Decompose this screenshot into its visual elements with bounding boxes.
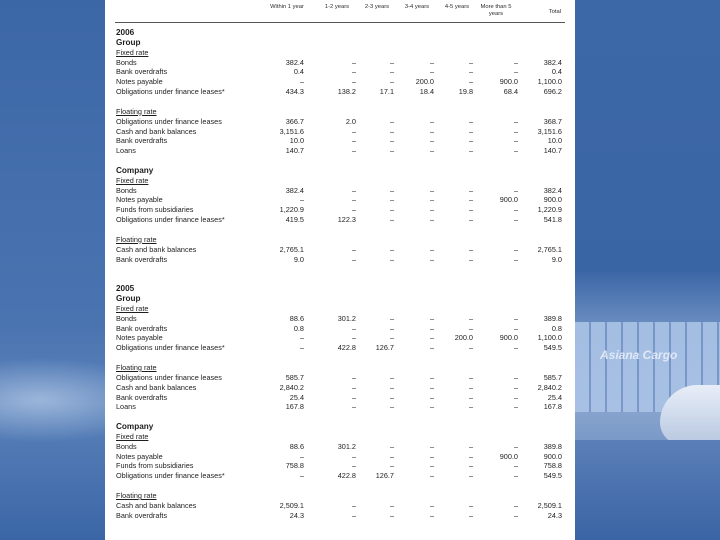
row-label: Bank overdrafts: [116, 136, 168, 146]
cell-total: 368.7: [543, 116, 562, 126]
cell-2-3-years: –: [389, 372, 394, 382]
cell-2-3-years: –: [389, 510, 394, 520]
cell-more-than-5-years: –: [513, 57, 518, 67]
cell-more-than-5-years: –: [513, 146, 518, 156]
cell-within-1-year: 366.7: [285, 116, 304, 126]
subsection-heading: [105, 304, 575, 314]
cell-2-3-years: –: [389, 116, 394, 126]
cell-within-1-year: –: [299, 333, 304, 343]
row-label: Bank overdrafts: [116, 323, 168, 333]
row-label: Bank overdrafts: [116, 254, 168, 264]
cell-total: 24.3: [547, 510, 562, 520]
cell-3-4-years: –: [429, 323, 434, 333]
row-label: Notes payable: [116, 333, 163, 343]
cell-4-5-years: –: [468, 510, 473, 520]
cell-within-1-year: 2,765.1: [279, 244, 304, 254]
cell-1-2-years: –: [351, 126, 356, 136]
section-heading-label: 2006: [116, 28, 135, 37]
cell-3-4-years: –: [429, 343, 434, 353]
cell-1-2-years: –: [351, 402, 356, 412]
header-4-5-years: 4-5 years: [444, 4, 470, 10]
subsection-heading: [105, 235, 575, 245]
cell-within-1-year: 10.0: [289, 136, 304, 146]
cell-4-5-years: –: [468, 313, 473, 323]
row-label: Notes payable: [116, 195, 163, 205]
cell-total: 900.0: [543, 451, 562, 461]
cell-1-2-years: –: [351, 77, 356, 87]
cell-1-2-years: 422.8: [337, 471, 356, 481]
cell-more-than-5-years: –: [513, 323, 518, 333]
cell-total: 2,509.1: [537, 500, 562, 510]
table-row: [105, 127, 575, 137]
cell-more-than-5-years: –: [513, 67, 518, 77]
cell-2-3-years: –: [389, 185, 394, 195]
cell-2-3-years: –: [389, 441, 394, 451]
cell-4-5-years: –: [468, 441, 473, 451]
cell-1-2-years: –: [351, 136, 356, 146]
header-within-1-year: Within 1 year: [270, 4, 304, 10]
cell-total: 9.0: [551, 254, 562, 264]
section-heading-label: Group: [116, 293, 141, 303]
row-label: Notes payable: [116, 77, 163, 87]
cell-4-5-years: –: [468, 461, 473, 471]
cell-4-5-years: –: [468, 185, 473, 195]
header-2-3-years: 2-3 years: [364, 4, 390, 10]
table-row: [105, 255, 575, 265]
table-row: [105, 215, 575, 225]
row-label: Obligations under finance leases: [116, 372, 222, 382]
section-heading: [105, 284, 575, 294]
cell-1-2-years: –: [351, 461, 356, 471]
subsection-heading: [105, 107, 575, 117]
section-heading: [105, 166, 575, 176]
table-row: [105, 146, 575, 156]
cell-within-1-year: 0.8: [293, 323, 304, 333]
cell-more-than-5-years: –: [513, 471, 518, 481]
row-label: Bank overdrafts: [116, 67, 168, 77]
row-label: Bank overdrafts: [116, 392, 168, 402]
cell-2-3-years: –: [389, 205, 394, 215]
cell-total: 140.7: [543, 146, 562, 156]
cell-1-2-years: –: [351, 333, 356, 343]
cell-total: 696.2: [543, 87, 562, 97]
cell-2-3-years: –: [389, 254, 394, 264]
cell-4-5-years: –: [468, 136, 473, 146]
cell-4-5-years: –: [468, 126, 473, 136]
cell-2-3-years: –: [389, 451, 394, 461]
row-label: Funds from subsidiaries: [116, 205, 194, 215]
cell-total: 0.8: [551, 323, 562, 333]
table-row: [105, 452, 575, 462]
cell-3-4-years: –: [429, 471, 434, 481]
cell-1-2-years: 138.2: [337, 87, 356, 97]
cell-within-1-year: 140.7: [285, 146, 304, 156]
cell-3-4-years: –: [429, 500, 434, 510]
table-row: [105, 195, 575, 205]
table-row: [105, 117, 575, 127]
row-label: Cash and bank balances: [116, 382, 197, 392]
row-label: Bonds: [116, 57, 137, 67]
header-1-2-years: 1-2 years: [324, 4, 350, 10]
table-row: [105, 393, 575, 403]
subsection-heading: [105, 432, 575, 442]
cell-2-3-years: –: [389, 195, 394, 205]
cell-3-4-years: –: [429, 402, 434, 412]
cell-total: 1,100.0: [537, 77, 562, 87]
cell-3-4-years: –: [429, 195, 434, 205]
cell-within-1-year: 9.0: [293, 254, 304, 264]
cell-3-4-years: –: [429, 244, 434, 254]
row-label: Cash and bank balances: [116, 500, 197, 510]
cell-within-1-year: –: [299, 195, 304, 205]
cell-3-4-years: –: [429, 57, 434, 67]
cell-within-1-year: 0.4: [293, 67, 304, 77]
cell-4-5-years: –: [468, 146, 473, 156]
section-heading: [105, 38, 575, 48]
background-cargo-sign: Asiana Cargo: [600, 348, 678, 362]
cell-2-3-years: –: [389, 244, 394, 254]
cell-more-than-5-years: –: [513, 116, 518, 126]
cell-3-4-years: –: [429, 146, 434, 156]
cell-1-2-years: 2.0: [345, 116, 356, 126]
cell-3-4-years: –: [429, 510, 434, 520]
cell-total: 3,151.6: [537, 126, 562, 136]
table-row: [105, 343, 575, 353]
cell-2-3-years: –: [389, 392, 394, 402]
cell-more-than-5-years: –: [513, 205, 518, 215]
cell-1-2-years: –: [351, 185, 356, 195]
cell-more-than-5-years: 900.0: [499, 195, 518, 205]
cell-1-2-years: –: [351, 323, 356, 333]
cell-within-1-year: 758.8: [285, 461, 304, 471]
section-heading: [105, 28, 575, 38]
cell-2-3-years: 126.7: [375, 471, 394, 481]
cell-1-2-years: –: [351, 451, 356, 461]
section-heading: [105, 422, 575, 432]
cell-within-1-year: –: [299, 77, 304, 87]
subsection-heading-label: Fixed rate: [116, 47, 149, 57]
cell-more-than-5-years: –: [513, 313, 518, 323]
cell-total: 389.8: [543, 441, 562, 451]
cell-more-than-5-years: –: [513, 372, 518, 382]
cell-1-2-years: –: [351, 372, 356, 382]
subsection-heading-label: Floating rate: [116, 106, 157, 116]
cell-more-than-5-years: 68.4: [503, 87, 518, 97]
subsection-heading-label: Fixed rate: [116, 431, 149, 441]
table-row: [105, 333, 575, 343]
cell-1-2-years: 301.2: [337, 441, 356, 451]
cell-2-3-years: –: [389, 77, 394, 87]
cell-within-1-year: 1,220.9: [279, 205, 304, 215]
header-3-4-years: 3-4 years: [404, 4, 430, 10]
section-heading-label: Group: [116, 37, 141, 47]
cell-2-3-years: –: [389, 323, 394, 333]
cell-within-1-year: 25.4: [289, 392, 304, 402]
table-row: [105, 314, 575, 324]
row-label: Cash and bank balances: [116, 126, 197, 136]
cell-within-1-year: 2,840.2: [279, 382, 304, 392]
header-total: Total: [548, 9, 561, 15]
cell-4-5-years: –: [468, 215, 473, 225]
subsection-heading-label: Floating rate: [116, 491, 157, 500]
cell-1-2-years: 422.8: [337, 343, 356, 353]
cell-more-than-5-years: –: [513, 185, 518, 195]
cell-4-5-years: –: [468, 392, 473, 402]
cell-4-5-years: –: [468, 402, 473, 412]
cell-more-than-5-years: –: [513, 402, 518, 412]
table-row: [105, 58, 575, 68]
cell-2-3-years: –: [389, 313, 394, 323]
cell-1-2-years: –: [351, 67, 356, 77]
subsection-heading: [105, 176, 575, 186]
row-label: Cash and bank balances: [116, 244, 197, 254]
cell-total: 758.8: [543, 461, 562, 471]
section-heading-label: Company: [116, 422, 154, 431]
cell-within-1-year: 382.4: [285, 185, 304, 195]
subsection-heading: [105, 48, 575, 58]
cell-more-than-5-years: 900.0: [499, 77, 518, 87]
cell-3-4-years: –: [429, 136, 434, 146]
cell-more-than-5-years: –: [513, 254, 518, 264]
cell-1-2-years: –: [351, 510, 356, 520]
table-row: [105, 402, 575, 412]
cell-more-than-5-years: 900.0: [499, 451, 518, 461]
cell-1-2-years: –: [351, 392, 356, 402]
row-label: Loans: [116, 146, 136, 156]
cell-total: 382.4: [543, 57, 562, 67]
subsection-heading-label: Floating rate: [116, 234, 157, 244]
cell-4-5-years: –: [468, 57, 473, 67]
row-label: Funds from subsidiaries: [116, 461, 194, 471]
cell-1-2-years: –: [351, 205, 356, 215]
cell-3-4-years: –: [429, 392, 434, 402]
subsection-heading: [105, 363, 575, 373]
cell-3-4-years: –: [429, 254, 434, 264]
row-label: Notes payable: [116, 451, 163, 461]
cell-more-than-5-years: –: [513, 392, 518, 402]
cell-4-5-years: –: [468, 116, 473, 126]
table-row: [105, 67, 575, 77]
section-heading-label: 2005: [116, 284, 135, 294]
table-row: [105, 324, 575, 334]
cell-4-5-years: –: [468, 500, 473, 510]
cell-4-5-years: –: [468, 372, 473, 382]
header-more-than-5-years: More than 5 years: [480, 4, 512, 17]
cell-2-3-years: –: [389, 215, 394, 225]
cell-3-4-years: –: [429, 451, 434, 461]
cell-1-2-years: –: [351, 57, 356, 67]
cell-1-2-years: –: [351, 195, 356, 205]
cell-more-than-5-years: –: [513, 343, 518, 353]
cell-3-4-years: –: [429, 215, 434, 225]
cell-2-3-years: –: [389, 57, 394, 67]
cell-within-1-year: 419.5: [285, 215, 304, 225]
row-label: Bonds: [116, 313, 137, 323]
cell-4-5-years: –: [468, 471, 473, 481]
cell-3-4-years: –: [429, 313, 434, 323]
cell-more-than-5-years: –: [513, 441, 518, 451]
cell-more-than-5-years: –: [513, 382, 518, 392]
cell-more-than-5-years: –: [513, 461, 518, 471]
table-row: [105, 87, 575, 97]
cell-total: 2,840.2: [537, 382, 562, 392]
cell-1-2-years: 122.3: [337, 215, 356, 225]
cell-4-5-years: –: [468, 67, 473, 77]
section-heading: [105, 294, 575, 304]
cell-2-3-years: –: [389, 126, 394, 136]
cell-within-1-year: 88.6: [289, 441, 304, 451]
cell-more-than-5-years: –: [513, 244, 518, 254]
cell-3-4-years: –: [429, 126, 434, 136]
row-label: Bank overdrafts: [116, 510, 168, 520]
cell-3-4-years: –: [429, 205, 434, 215]
table-row: [105, 77, 575, 87]
table-row: [105, 186, 575, 196]
cell-total: 10.0: [547, 136, 562, 146]
cell-total: 900.0: [543, 195, 562, 205]
cell-total: 167.8: [543, 402, 562, 412]
cell-more-than-5-years: 900.0: [499, 333, 518, 343]
cell-3-4-years: –: [429, 116, 434, 126]
cell-within-1-year: –: [299, 343, 304, 353]
table-row: [105, 461, 575, 471]
row-label: Loans: [116, 402, 136, 412]
subsection-heading: [105, 491, 575, 501]
cell-within-1-year: 3,151.6: [279, 126, 304, 136]
cell-more-than-5-years: –: [513, 510, 518, 520]
row-label: Obligations under finance leases*: [116, 87, 225, 97]
cell-1-2-years: –: [351, 254, 356, 264]
cell-2-3-years: –: [389, 382, 394, 392]
cell-2-3-years: –: [389, 136, 394, 146]
cell-within-1-year: 382.4: [285, 57, 304, 67]
table-row: [105, 383, 575, 393]
cell-2-3-years: –: [389, 500, 394, 510]
cell-total: 549.5: [543, 343, 562, 353]
table-row: [105, 501, 575, 511]
table-row: [105, 471, 575, 481]
cell-1-2-years: 301.2: [337, 313, 356, 323]
cell-within-1-year: 585.7: [285, 372, 304, 382]
cell-within-1-year: 2,509.1: [279, 500, 304, 510]
cell-3-4-years: –: [429, 67, 434, 77]
cell-total: 389.8: [543, 313, 562, 323]
cell-total: 1,100.0: [537, 333, 562, 343]
row-label: Obligations under finance leases*: [116, 471, 225, 481]
cell-more-than-5-years: –: [513, 136, 518, 146]
cell-2-3-years: –: [389, 402, 394, 412]
table-row: [105, 136, 575, 146]
row-label: Obligations under finance leases*: [116, 215, 225, 225]
subsection-heading-label: Floating rate: [116, 362, 157, 372]
cell-total: 382.4: [543, 185, 562, 195]
cell-3-4-years: –: [429, 185, 434, 195]
cell-more-than-5-years: –: [513, 126, 518, 136]
table-row: [105, 245, 575, 255]
cell-2-3-years: –: [389, 146, 394, 156]
cell-more-than-5-years: –: [513, 215, 518, 225]
cell-1-2-years: –: [351, 500, 356, 510]
cell-4-5-years: –: [468, 195, 473, 205]
cell-total: 2,765.1: [537, 244, 562, 254]
cell-total: 541.8: [543, 215, 562, 225]
cell-total: 0.4: [551, 67, 562, 77]
cell-within-1-year: 88.6: [289, 313, 304, 323]
cell-within-1-year: 434.3: [285, 87, 304, 97]
cell-2-3-years: 17.1: [379, 87, 394, 97]
row-label: Bonds: [116, 185, 137, 195]
cell-2-3-years: –: [389, 461, 394, 471]
cell-more-than-5-years: –: [513, 500, 518, 510]
cell-4-5-years: –: [468, 254, 473, 264]
cell-total: 549.5: [543, 471, 562, 481]
cell-1-2-years: –: [351, 382, 356, 392]
row-label: Obligations under finance leases: [116, 116, 222, 126]
financial-table-document: [105, 0, 575, 540]
table-row: [105, 442, 575, 452]
cell-3-4-years: –: [429, 382, 434, 392]
subsection-heading-label: Fixed rate: [116, 175, 149, 185]
cell-4-5-years: –: [468, 343, 473, 353]
table-row: [105, 511, 575, 521]
cell-total: 1,220.9: [537, 205, 562, 215]
background-apron: [575, 440, 720, 540]
cell-4-5-years: –: [468, 323, 473, 333]
table-row: [105, 205, 575, 215]
cell-4-5-years: 200.0: [454, 333, 473, 343]
header-rule: [115, 22, 565, 23]
cell-within-1-year: 167.8: [285, 402, 304, 412]
cell-3-4-years: –: [429, 441, 434, 451]
cell-4-5-years: –: [468, 451, 473, 461]
cell-4-5-years: –: [468, 77, 473, 87]
cell-within-1-year: –: [299, 471, 304, 481]
cell-total: 25.4: [547, 392, 562, 402]
cell-4-5-years: –: [468, 244, 473, 254]
row-label: Bonds: [116, 441, 137, 451]
cell-total: 585.7: [543, 372, 562, 382]
cell-4-5-years: 19.8: [458, 87, 473, 97]
background-left-panel: [0, 0, 105, 540]
cell-1-2-years: –: [351, 244, 356, 254]
cell-4-5-years: –: [468, 205, 473, 215]
cell-1-2-years: –: [351, 146, 356, 156]
subsection-heading-label: Fixed rate: [116, 303, 149, 313]
cell-3-4-years: 200.0: [415, 77, 434, 87]
cell-3-4-years: –: [429, 333, 434, 343]
section-heading-label: Company: [116, 165, 154, 175]
cell-2-3-years: –: [389, 333, 394, 343]
row-label: Obligations under finance leases*: [116, 343, 225, 353]
cell-2-3-years: –: [389, 67, 394, 77]
cell-3-4-years: 18.4: [419, 87, 434, 97]
table-row: [105, 373, 575, 383]
cell-3-4-years: –: [429, 461, 434, 471]
cell-within-1-year: 24.3: [289, 510, 304, 520]
cell-4-5-years: –: [468, 382, 473, 392]
cell-within-1-year: –: [299, 451, 304, 461]
cell-2-3-years: 126.7: [375, 343, 394, 353]
cell-3-4-years: –: [429, 372, 434, 382]
